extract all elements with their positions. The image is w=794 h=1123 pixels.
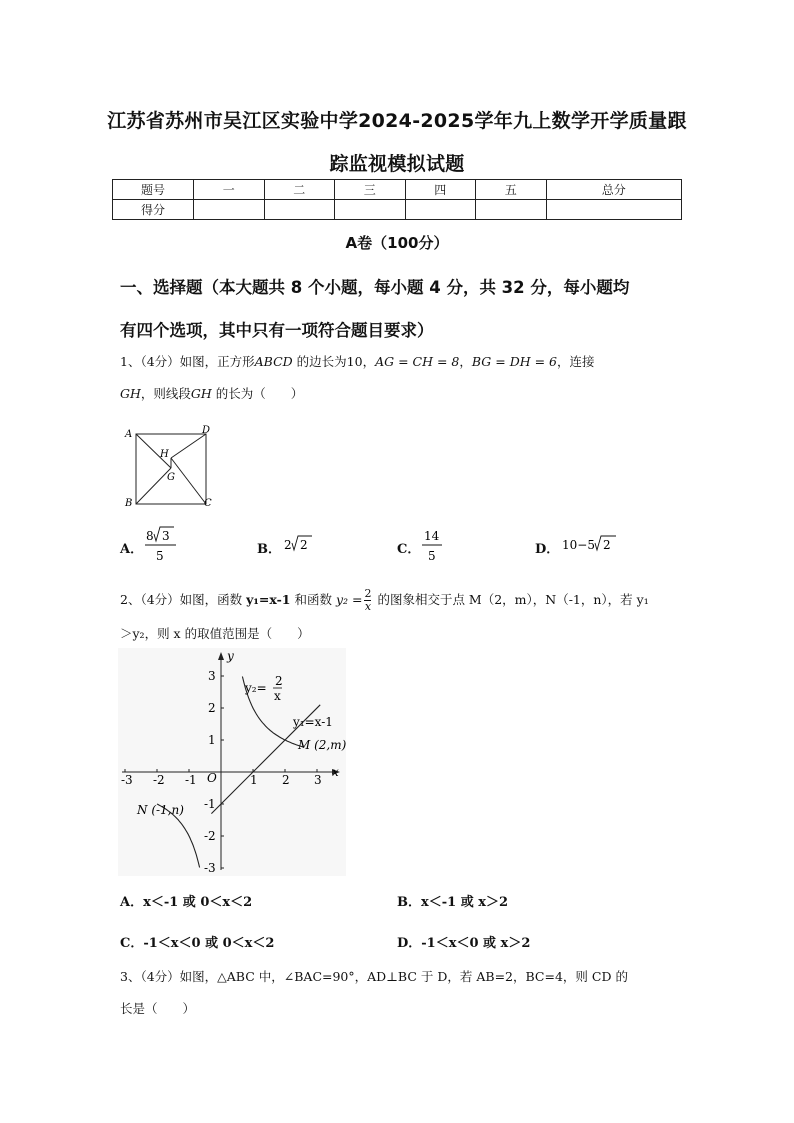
score-input-cell[interactable]	[405, 200, 476, 220]
q2-option-c[interactable]: C．-1＜x＜0 或 0＜x＜2	[120, 936, 275, 951]
q1-line1	[120, 352, 680, 372]
score-header-cell: 二	[264, 180, 335, 200]
part1-heading-line2: 有四个选项，其中只有一项符合题目要求）	[120, 321, 434, 340]
segment-bg	[136, 468, 171, 504]
point-n-label: N (-1,n)	[137, 803, 184, 817]
q3-line2: 长是（ ）	[120, 1001, 196, 1016]
q1-a-rad: 3	[162, 529, 170, 543]
y-axis-label: y	[227, 649, 234, 663]
y-tick-label: -3	[204, 861, 216, 875]
score-table	[112, 179, 682, 220]
q1-line2	[120, 384, 680, 404]
label-h: H	[160, 449, 169, 460]
q1-sep: ，	[459, 354, 472, 369]
segment-dh	[171, 434, 206, 458]
q1-abcd: ABCD	[254, 354, 293, 369]
label-c: C	[204, 498, 212, 509]
q1-line2-mid: ，则线段	[140, 386, 191, 401]
segment-ch	[171, 458, 206, 504]
y-tick-label: -2	[204, 829, 216, 843]
score-input-cell[interactable]	[335, 200, 406, 220]
y-tick-label: -1	[204, 797, 216, 811]
score-input-cell[interactable]	[194, 200, 265, 220]
x-tick-label: -1	[185, 773, 197, 787]
q1-gh: GH	[190, 386, 212, 401]
q2-y1: y₁=x-1	[246, 592, 291, 607]
x-tick-label: -2	[153, 773, 165, 787]
q2-y2: y₂ =	[335, 592, 363, 607]
y2-frac-den: x	[274, 689, 281, 703]
graph-background	[118, 648, 346, 876]
q1-prefix: 1、（4分）如图，正方形	[120, 354, 255, 369]
q2-fraction	[364, 588, 371, 613]
y-tick-label: 1	[208, 733, 216, 747]
q1-eq1: AG = CH = 8	[375, 354, 460, 369]
y2-frac-num: 2	[275, 674, 283, 688]
q1-a-num: 8	[146, 529, 154, 543]
q1-option-c-label[interactable]: C．	[397, 542, 421, 557]
score-input-cell[interactable]	[476, 200, 547, 220]
q2-line1	[120, 588, 690, 613]
q1-d-rad: 2	[603, 538, 611, 552]
q2-text-c: 的图象相交于点 M（2，m），N（-1，n），若 y₁	[373, 592, 649, 607]
q2-frac-den: x	[364, 600, 372, 613]
x-axis-label: x	[332, 765, 339, 779]
q1-square-figure	[118, 422, 218, 514]
q1-option-b-value[interactable]	[282, 532, 318, 554]
section-a-heading: A卷（100分）	[345, 234, 449, 252]
q2-option-a[interactable]: A．x＜-1 或 0＜x＜2	[120, 895, 253, 910]
q2-frac-num: 2	[364, 587, 372, 600]
doc-title-line2: 踪监视模拟试题	[329, 153, 465, 175]
score-header-cell: 五	[476, 180, 547, 200]
score-header-cell: 一	[194, 180, 265, 200]
label-b: B	[125, 498, 133, 509]
score-header-cell: 总分	[546, 180, 682, 200]
score-input-cell[interactable]	[546, 200, 682, 220]
x-tick-label: 2	[282, 773, 290, 787]
q1-option-d-value[interactable]	[560, 532, 622, 554]
y-tick-label: 3	[208, 669, 216, 683]
q1-a-den: 5	[156, 549, 164, 563]
q1-c-num: 14	[424, 529, 440, 543]
label-a: A	[125, 429, 133, 440]
q1-eq2: BG = DH = 6	[471, 354, 557, 369]
score-table-header-row	[113, 180, 682, 200]
q1-b-coef: 2	[284, 538, 292, 552]
score-header-cell: 三	[335, 180, 406, 200]
score-header-cell: 题号	[113, 180, 194, 200]
score-row-label: 得分	[113, 200, 194, 220]
score-header-cell: 四	[405, 180, 476, 200]
part1-heading-line1: 一、选择题（本大题共 8 个小题，每小题 4 分，共 32 分，每小题均	[120, 278, 630, 297]
x-tick-label: -3	[121, 773, 133, 787]
point-m-label: M (2,m)	[298, 738, 346, 752]
y-tick-label: 2	[208, 701, 216, 715]
label-d: D	[202, 425, 211, 436]
q2-function-graph	[118, 648, 346, 876]
q1-option-d-label[interactable]: D．	[535, 542, 560, 557]
q2-text-a: 2、（4分）如图，函数	[120, 592, 247, 607]
q2-line2: ＞y₂，则 x 的取值范围是（ ）	[120, 626, 310, 641]
score-table-score-row	[113, 200, 682, 220]
origin-label: O	[207, 771, 217, 785]
score-input-cell[interactable]	[264, 200, 335, 220]
q1-option-b-label[interactable]: B．	[257, 542, 281, 557]
q1-gh: GH	[120, 386, 141, 401]
q1-c-den: 5	[428, 549, 436, 563]
x-tick-label: 1	[250, 773, 258, 787]
q3-line1: 3、（4分）如图，△ABC 中，∠BAC=90°，AD⊥BC 于 D，若 AB=2，BC=4，则 CD 的	[120, 969, 628, 984]
q2-option-d[interactable]: D．-1＜x＜0 或 x＞2	[397, 936, 531, 951]
q1-option-a-value[interactable]	[144, 524, 184, 566]
doc-title-line1: 江苏省苏州市吴江区实验中学2024-2025学年九上数学开学质量跟	[107, 110, 687, 132]
q2-option-b[interactable]: B．x＜-1 或 x＞2	[397, 895, 509, 910]
q1-line2-end: 的长为（ ）	[211, 386, 304, 401]
label-g: G	[167, 472, 175, 483]
q1-option-a-label[interactable]: A．	[120, 542, 144, 557]
y1-label: y₁=x-1	[293, 715, 333, 729]
x-tick-label: 3	[314, 773, 322, 787]
q1-option-c-value[interactable]	[420, 524, 450, 566]
q1-suffix: ，连接	[557, 354, 595, 369]
q1-b-rad: 2	[300, 538, 308, 552]
y2-label: y₂=	[245, 681, 267, 695]
q1-mid: 的边长为10，	[292, 354, 376, 369]
q2-text-b: 和函数	[290, 592, 336, 607]
q1-d-pre: 10−5	[562, 538, 595, 552]
